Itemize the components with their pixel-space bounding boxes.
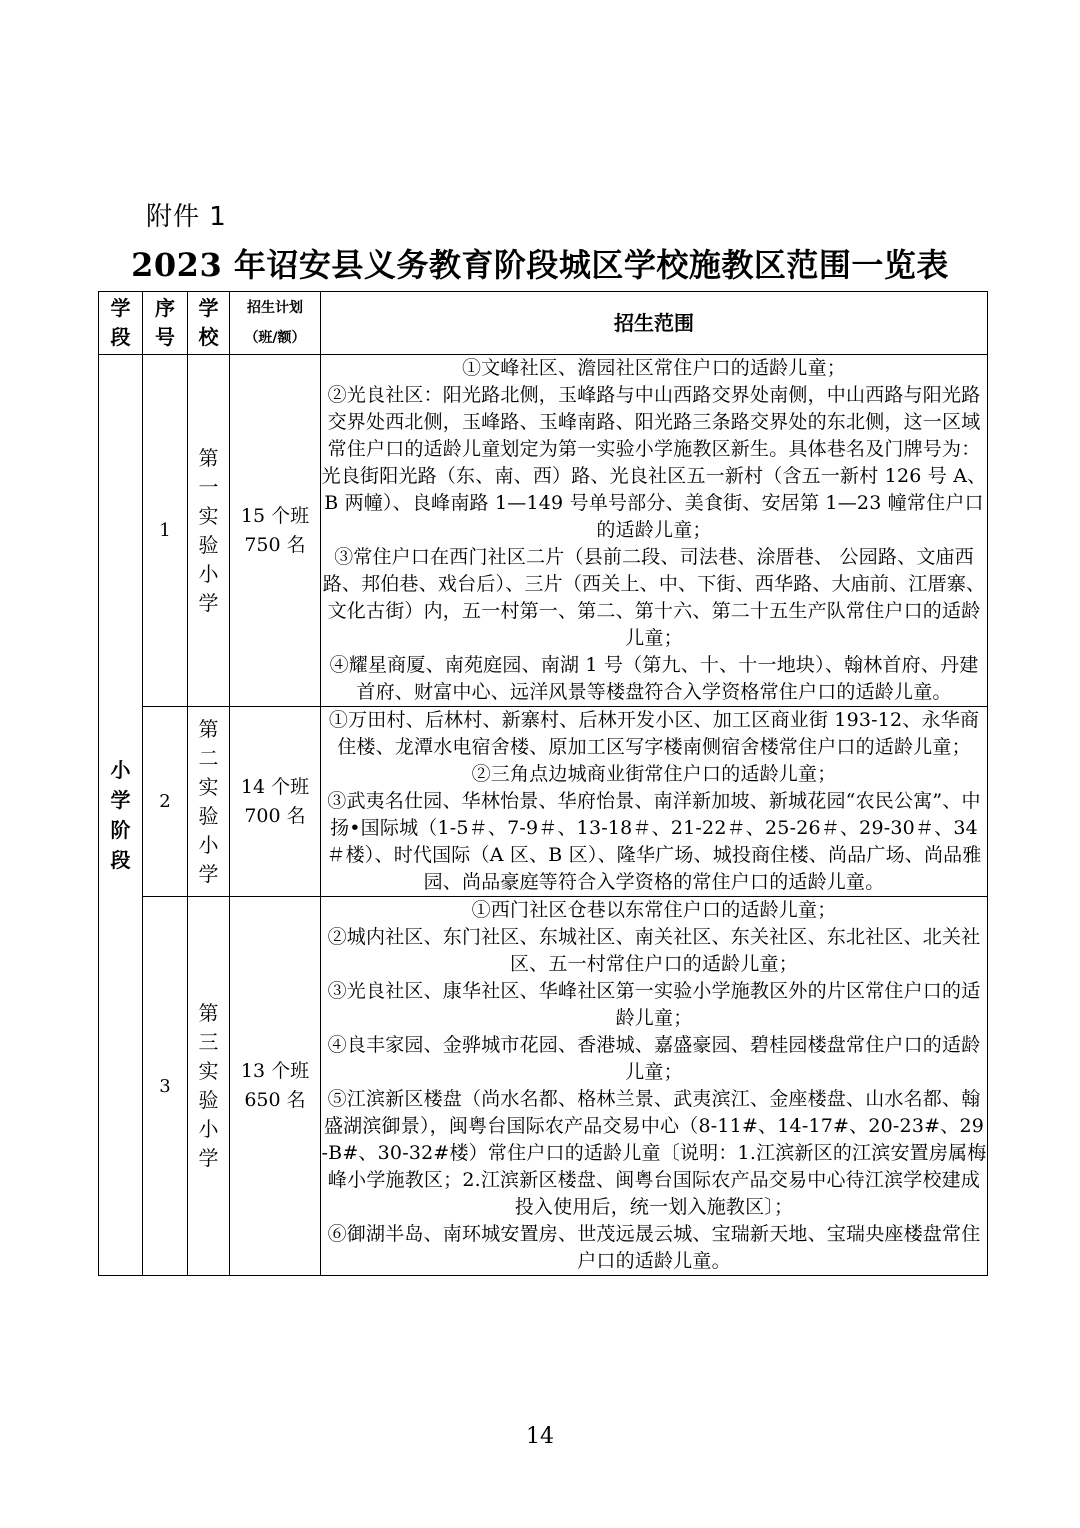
- plan-cell: [230, 897, 321, 1276]
- header-plan-line1: 招生计划: [247, 300, 303, 316]
- plan-classes: 15 个班: [240, 504, 310, 527]
- stage-text: 小 学 阶 段: [110, 758, 131, 872]
- school-name: 第 三 实 验 小 学: [198, 1001, 219, 1170]
- seq-cell: 1: [143, 355, 188, 707]
- header-seq: [143, 292, 188, 355]
- scope-cell: [321, 707, 988, 897]
- scope-item: ②三角点边城商业街常住户口的适龄儿童；: [471, 763, 837, 785]
- header-scope: 招生范围: [321, 292, 988, 355]
- header-stage: [99, 292, 143, 355]
- school-district-table: [98, 291, 988, 1276]
- scope-item: ⑥御湖半岛、南环城安置房、世茂远晟云城、宝瑞新天地、宝瑞央座楼盘常住户口的适龄儿童。: [327, 1223, 981, 1272]
- stage-cell: [99, 355, 143, 1276]
- table-row: [99, 707, 988, 897]
- scope-cell: [321, 897, 988, 1276]
- plan-classes: 13 个班: [240, 1060, 310, 1082]
- scope-item: ③武夷名仕园、华林怡景、华府怡景、南洋新加坡、新城花园“农民公寓”、中扬•国际城（1-5＃、7-9＃、13-18＃、21-22＃、25-26＃、29-30＃、34＃楼）、时代国际（A 区、B 区）、隆华广场、城投商住楼、尚品广场、尚品雅园、尚品豪庭等符合入学资格的常住户口的适龄儿童。: [326, 790, 982, 893]
- plan-quota: 700 名: [244, 804, 306, 827]
- school-cell: [188, 897, 230, 1276]
- scope-item: ①文峰社区、澹园社区常住户口的适龄儿童；: [461, 357, 846, 379]
- plan-quota: 650 名: [244, 1089, 306, 1111]
- scope-item: ①西门社区仓巷以东常住户口的适龄儿童；: [471, 899, 837, 921]
- plan-cell: [230, 355, 321, 707]
- header-plan-line2: （班/额）: [244, 330, 306, 346]
- plan-cell: [230, 707, 321, 897]
- table-row: [99, 355, 988, 707]
- attachment-label: 附件 1: [146, 202, 227, 232]
- scope-item: ②城内社区、东门社区、东城社区、南关社区、东关社区、东北社区、北关社区、五一村常住户口的适龄儿童；: [327, 926, 981, 975]
- header-school-text: 学 校: [198, 296, 219, 349]
- scope-item: ①万田村、后林村、新寨村、后林开发小区、加工区商业街 193-12、永华商住楼、龙潭水电宿舍楼、原加工区写字楼南侧宿舍楼常住户口的适龄儿童；: [328, 709, 980, 758]
- scope-item: ④良丰家园、金骅城市花园、香港城、嘉盛豪园、碧桂园楼盘常住户口的适龄儿童；: [327, 1034, 981, 1083]
- school-cell: [188, 707, 230, 897]
- scope-item: ③常住户口在西门社区二片（县前二段、司法巷、涂厝巷、 公园路、文庙西路、邦伯巷、戏台后）、三片（西关上、中、下街、西华路、大庙前、江厝寨、文化古街）内，五一村第一、第二、第十六、第二十五生产队常住户口的适龄儿童；: [322, 546, 986, 649]
- header-stage-text: 学 段: [110, 296, 131, 349]
- scope-item: ③光良社区、康华社区、华峰社区第一实验小学施教区外的片区常住户口的适龄儿童；: [327, 980, 981, 1029]
- header-seq-text: 序 号: [155, 296, 175, 349]
- document-title: 2023 年诏安县义务教育阶段城区学校施教区范围一览表: [131, 246, 949, 284]
- plan-classes: 14 个班: [240, 775, 310, 798]
- header-school: [188, 292, 230, 355]
- scope-cell: [321, 355, 988, 707]
- header-row: [99, 292, 988, 355]
- scope-item: ④耀星商厦、南苑庭园、南湖 1 号（第九、十、十一地块）、翰林首府、丹建首府、财富中心、远洋风景等楼盘符合入学资格常住户口的适龄儿童。: [329, 654, 979, 703]
- table-row: [99, 897, 988, 1276]
- school-name: 第 一 实 验 小 学: [198, 445, 219, 615]
- plan-quota: 750 名: [244, 533, 306, 556]
- header-plan: [230, 292, 321, 355]
- school-cell: [188, 355, 230, 707]
- page-number: 14: [526, 1424, 554, 1449]
- seq-cell: 2: [143, 707, 188, 897]
- school-name: 第 二 实 验 小 学: [198, 716, 219, 886]
- seq-cell: 3: [143, 897, 188, 1276]
- scope-item: ⑤江滨新区楼盘（尚水名都、格林兰景、武夷滨江、金座楼盘、山水名都、翰盛湖滨御景），闽粤台国际农产品交易中心（8-11#、14-17#、20-23#、29-B#、30-32#楼）常住户口的适龄儿童〔说明：1.江滨新区的江滨安置房属梅峰小学施教区；2.江滨新区楼盘、闽粤台国际农产品交易中心待江滨学校建成投入使用后，统一划入施教区〕；: [321, 1088, 987, 1218]
- scope-item: ②光良社区：阳光路北侧，玉峰路与中山西路交界处南侧，中山西路与阳光路交界处西北侧，玉峰路、玉峰南路、阳光路三条路交界处的东北侧，这一区域常住户口的适龄儿童划定为第一实验小学施教区新生。具体巷名及门牌号为：光良街阳光路（东、南、西）路、光良社区五一新村（含五一新村 126 号 A、B 两幢）、良峰南路 1—149 号单号部分、美食街、安居第 1—23 幢常住户口的适龄儿童；: [321, 384, 987, 541]
